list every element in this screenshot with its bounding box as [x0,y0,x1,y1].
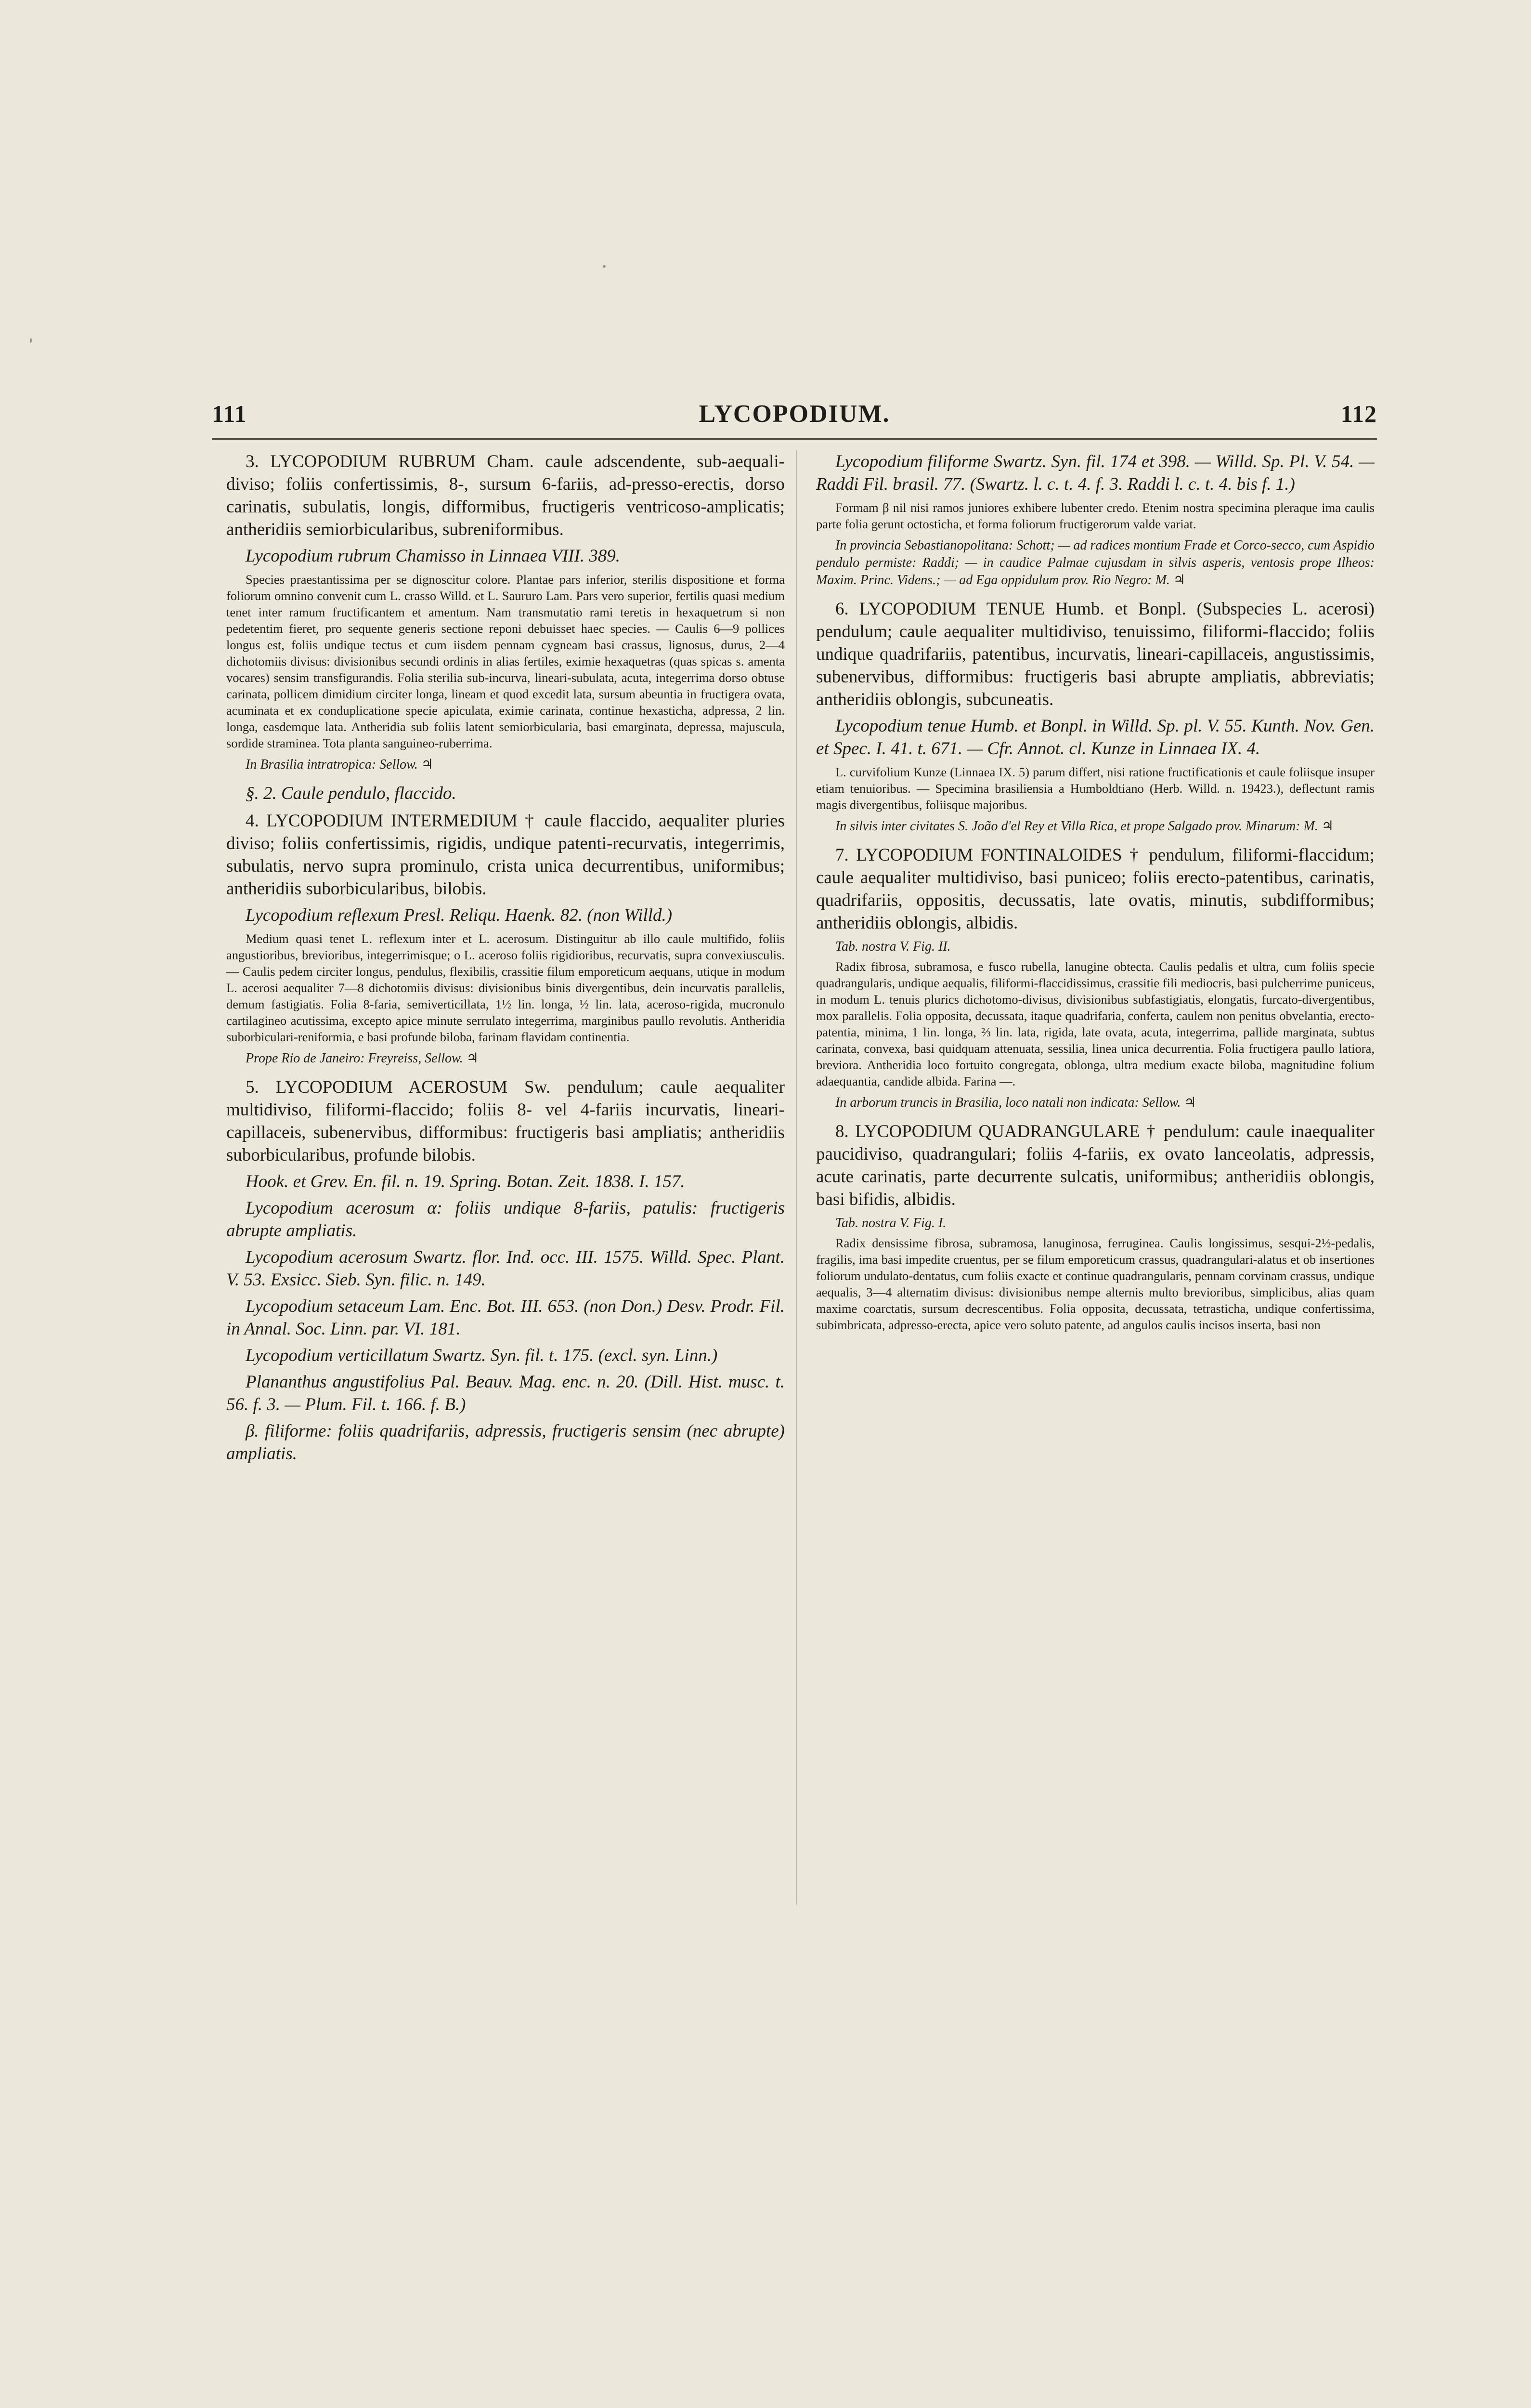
left-cite-paragraph: Lycopodium acerosum Swartz. flor. Ind. occ. III. 1575. Willd. Spec. Plant. V. 53. Exsicc. Sieb. Syn. filic. n. 149. [226,1247,785,1290]
left-cite-paragraph: β. filiforme: foliis quadrifariis, adpressis, fructigeris sensim (nec abrupte) ampliatis. [226,1421,785,1464]
right-note-paragraph: Formam β nil nisi ramos juniores exhibere lubenter credo. Etenim nostra specimina pleraque ima caulis parte folia gerunt octosticha, et forma foliorum fructigerorum valde variat. [816,500,1375,531]
left-loc-paragraph: Prope Rio de Janeiro: Freyreiss, Sellow. ♃ [246,1051,479,1066]
right-loc-paragraph: In silvis inter civitates S. João d'el Rey et Villa Rica, et prope Salgado prov. Minarum: M. ♃ [835,819,1334,834]
page-number-left: 111 [212,400,247,427]
left-column [226,450,785,1910]
right-note-paragraph: Radix fibrosa, subramosa, e fusco rubella, lanugine obtecta. Caulis pedalis et ultra, cum foliis specie quadrangularis, undique aequalis, filiformi-flaccidissimus, crassitie fili mediocris, basi pulcherrime puniceus, in modum L. tenuis plurics dichotomo-divisus, divisionibus subfastigiatis, elongatis, furcato-divergentibus, mox parallelis. Folia opposita, decussata, itaque quadrifaria, conferta, caulem non penitus obvelantia, erecto-patentia, minima, 1 lin. longa, ⅔ lin. lata, rigida, late ovata, acuta, integerrima, pallide marginata, subtus carinata, convexa, basi quidquam attenuata, sessilia, linea unica decurrentia. Folia fructigera paullo latiora, breviora. Antheridia loco fortuito congregata, oblonga, ultra medium exacte biloba, magnitudine folium adaequantia, candide albida. Farina —. [816,959,1375,1088]
page-number-right: 112 [1340,400,1377,427]
left-cite-paragraph: Hook. et Grev. En. fil. n. 19. Spring. Botan. Zeit. 1838. I. 157. [246,1172,685,1191]
right-note-paragraph: Radix densissime fibrosa, subramosa, lanuginosa, ferruginea. Caulis longissimus, sesqui-2½-pedalis, fragilis, ima basi impedite cruentus, per se filum emporeticum crassus, quadrangulari-alatus et ob insertiones foliorum undulato-dentatus, cum foliis exacte et continue quadrangularis, pennam corvinam crassus, undique aequalis, 3—4 alternatim divisus: divisionibus nempe alternis multo brevioribus, simplicibus, alias quam maxime coarctatis, sursum decrescentibus. Folia opposita, decussata, tetrasticha, undique confertissima, subimbricata, adpresso-erecta, apice vero soluto patente, ad angulos caulis incisos inserta, basi non [816,1236,1375,1332]
right-cite-paragraph: Lycopodium filiforme Swartz. Syn. fil. 174 et 398. — Willd. Sp. Pl. V. 54. — Raddi Fil. brasil. 77. (Swartz. l. c. t. 4. f. 3. Raddi l. c. t. 4. bis f. 1.) [816,452,1375,494]
left-entry-paragraph: 4. LYCOPODIUM INTERMEDIUM † caule flaccido, aequaliter pluries diviso; foliis confertissimis, rigidis, undique patenti-recurvatis, integerrimis, subulatis, nervo supra prominulo, crista unica decurrentibus, uniformibus; antheridiis suborbicularibus, bilobis. [226,811,785,899]
right-taft-paragraph: Tab. nostra V. Fig. II. [835,939,951,954]
right-note-paragraph: L. curvifolium Kunze (Linnaea IX. 5) parum differt, nisi ratione fructificationis et caule foliisque insuper etiam tenuioribus. — Specimina brasiliensia a Humboldtiano (Herb. Willd. n. 19423.), deflectunt ramis magis divergentibus, foliisque majoribus. [816,765,1375,812]
right-taft-paragraph: Tab. nostra V. Fig. I. [835,1216,947,1230]
right-loc-paragraph: In arborum truncis in Brasilia, loco natali non indicata: Sellow. ♃ [835,1095,1196,1110]
left-cite-paragraph: Lycopodium verticillatum Swartz. Syn. fil. t. 175. (excl. syn. Linn.) [246,1346,718,1365]
left-cite-paragraph: Plananthus angustifolius Pal. Beauv. Mag. enc. n. 20. (Dill. Hist. musc. t. 56. f. 3. — Plum. Fil. t. 166. f. B.) [226,1372,785,1414]
right-entry-paragraph: 6. LYCOPODIUM TENUE Humb. et Bonpl. (Subspecies L. acerosi) pendulum; caule aequaliter multidiviso, tenuissimo, filiformi-flaccido; foliis undique quadrifariis, patentibus, incurvatis, lineari-capillaceis, angustissimis, subenervibus, difformibus: fructigeris basi abrupte ampliatis, abbreviatis; antheridiis oblongis, subcuneatis. [816,599,1375,709]
left-cite-paragraph: Lycopodium acerosum α: foliis undique 8-fariis, patulis: fructigeris abrupte ampliatis. [226,1198,785,1241]
left-cite-paragraph: Lycopodium setaceum Lam. Enc. Bot. III. 653. (non Don.) Desv. Prodr. Fil. in Annal. Soc. Linn. par. VI. 181. [226,1296,785,1339]
left-note-paragraph: Medium quasi tenet L. reflexum inter et L. acerosum. Distinguitur ab illo caule multifido, foliis angustioribus, brevioribus, integerrimisque; o L. aceroso foliis rigidioribus, recurvatis, supra convexiusculis. — Caulis pedem circiter longus, pendulus, flexibilis, crassitie filum emporeticum aequans, utique in modum L. acerosi aequaliter 7—8 dichotomiis divisus: divisionibus binis divergentibus, dein incurvatis parallelis, demum fastigiatis. Folia 8-faria, semiverticillata, 1½ lin. longa, ½ lin. lata, aceroso-rigida, mucronulo cartilagineo acutissima, excepto apice minute serrulato integerrima, marginibus paullo revolutis. Antheridia suborbiculari-reniformia, e basi profunde biloba, farinam flavidam continentia. [226,931,785,1044]
left-cite-paragraph: Lycopodium rubrum Chamisso in Linnaea VIII. 389. [246,546,620,566]
right-entry-paragraph: 7. LYCOPODIUM FONTINALOIDES † pendulum, filiformi-flaccidum; caule aequaliter multidiviso, basi puniceo; foliis erecto-patentibus, carinatis, quadrifariis, oppositis, decussatis, late ovatis, minutis, subdifformibus; antheridiis oblongis, albidis. [816,845,1375,933]
left-cite-paragraph: Lycopodium reflexum Presl. Reliqu. Haenk. 82. (non Willd.) [246,905,673,925]
right-entry-paragraph: 8. LYCOPODIUM QUADRANGULARE † pendulum: caule inaequaliter paucidiviso, quadrangulari; foliis 4-fariis, ex ovato lanceolatis, adpressis, acute carinatis, parte decurrente sulcatis, uniformibus; antheridiis oblongis, basi bifidis, albidis. [816,1122,1375,1209]
running-title: LYCOPODIUM. [699,400,890,428]
left-entry-paragraph: 3. LYCOPODIUM RUBRUM Cham. caule adscendente, sub-aequali-diviso; foliis confertissimis, 8-, sursum 6-fariis, ad-presso-erectis, dorso carinatis, subulatis, longis, difformibus, fructigeris ventricoso-amplicatis; antheridiis semiorbicularibus, subreniformibus. [226,452,785,539]
header-rule [212,438,1377,440]
right-cite-paragraph: Lycopodium tenue Humb. et Bonpl. in Willd. Sp. pl. V. 55. Kunth. Nov. Gen. et Spec. I. 41. t. 671. — Cfr. Annot. cl. Kunze in Linnaea IX. 4. [816,716,1375,759]
paper-speck [30,338,32,343]
left-note-paragraph: Species praestantissima per se dignoscitur colore. Plantae pars inferior, sterilis dispositione et forma foliorum omnino convenit cum L. crasso Willd. et L. Saururo Lam. Pars vero superior, fertilis quasi medium tenet inter ramum fructificantem et amentum. Nam transmutatio rami teretis in hexaquetrum si non pedetentim fieret, pro sequente generis sectione reponi debuisset haec species. — Caulis 6—9 pollices longus est, foliis undique tectus et cum iisdem pennam cygneam basi crassus, lignosus, durus, 2—4 dichotomiis divisus: divisionibus secundi ordinis in alias fertiles, eximie hexaquetras (quas spicas s. amenta vocares) sensim transfigurandis. Folia sterilia sub-incurva, lineari-subulata, acuta, integerrima dorso obtuse carinata, pollicem dimidium circiter longa, lineam et quod excedit lata, sursum abeuntia in fructigera ovata, acuminata et ex conduplicatione specie apiculata, eximie carinata, continue hexasticha, adpressa, 2 lin. longa, easdemque lata. Antheridia sub foliis latent semiorbicularia, basi emarginata, depressa, majuscula, sordide straminea. Tota planta sanguineo-ruberrima. [226,572,785,750]
right-loc-paragraph: In provincia Sebastianopolitana: Schott; — ad radices montium Frade et Corco-secco, cum Aspidio pendulo permiste: Raddi; — in caudice Palmae cujusdam in silvis asperis, ventosis prope Ilheos: Maxim. Princ. Videns.; — ad Ega oppidulum prov. Rio Negro: M. ♃ [816,538,1375,588]
right-column [816,450,1375,1910]
left-entry-paragraph: 5. LYCOPODIUM ACEROSUM Sw. pendulum; caule aequaliter multidiviso, filiformi-flaccido; foliis 8- vel 4-fariis incurvatis, lineari-capillaceis, subenervibus, difformibus: fructigeris basi ampliatis; antheridiis suborbicularibus, profunde bilobis. [226,1077,785,1165]
left-sect-paragraph: §. 2. Caule pendulo, flaccido. [246,784,456,803]
running-header [212,400,1377,443]
paper-speck [603,265,606,268]
left-loc-paragraph: In Brasilia intratropica: Sellow. ♃ [246,757,433,772]
column-gutter [796,450,797,1905]
